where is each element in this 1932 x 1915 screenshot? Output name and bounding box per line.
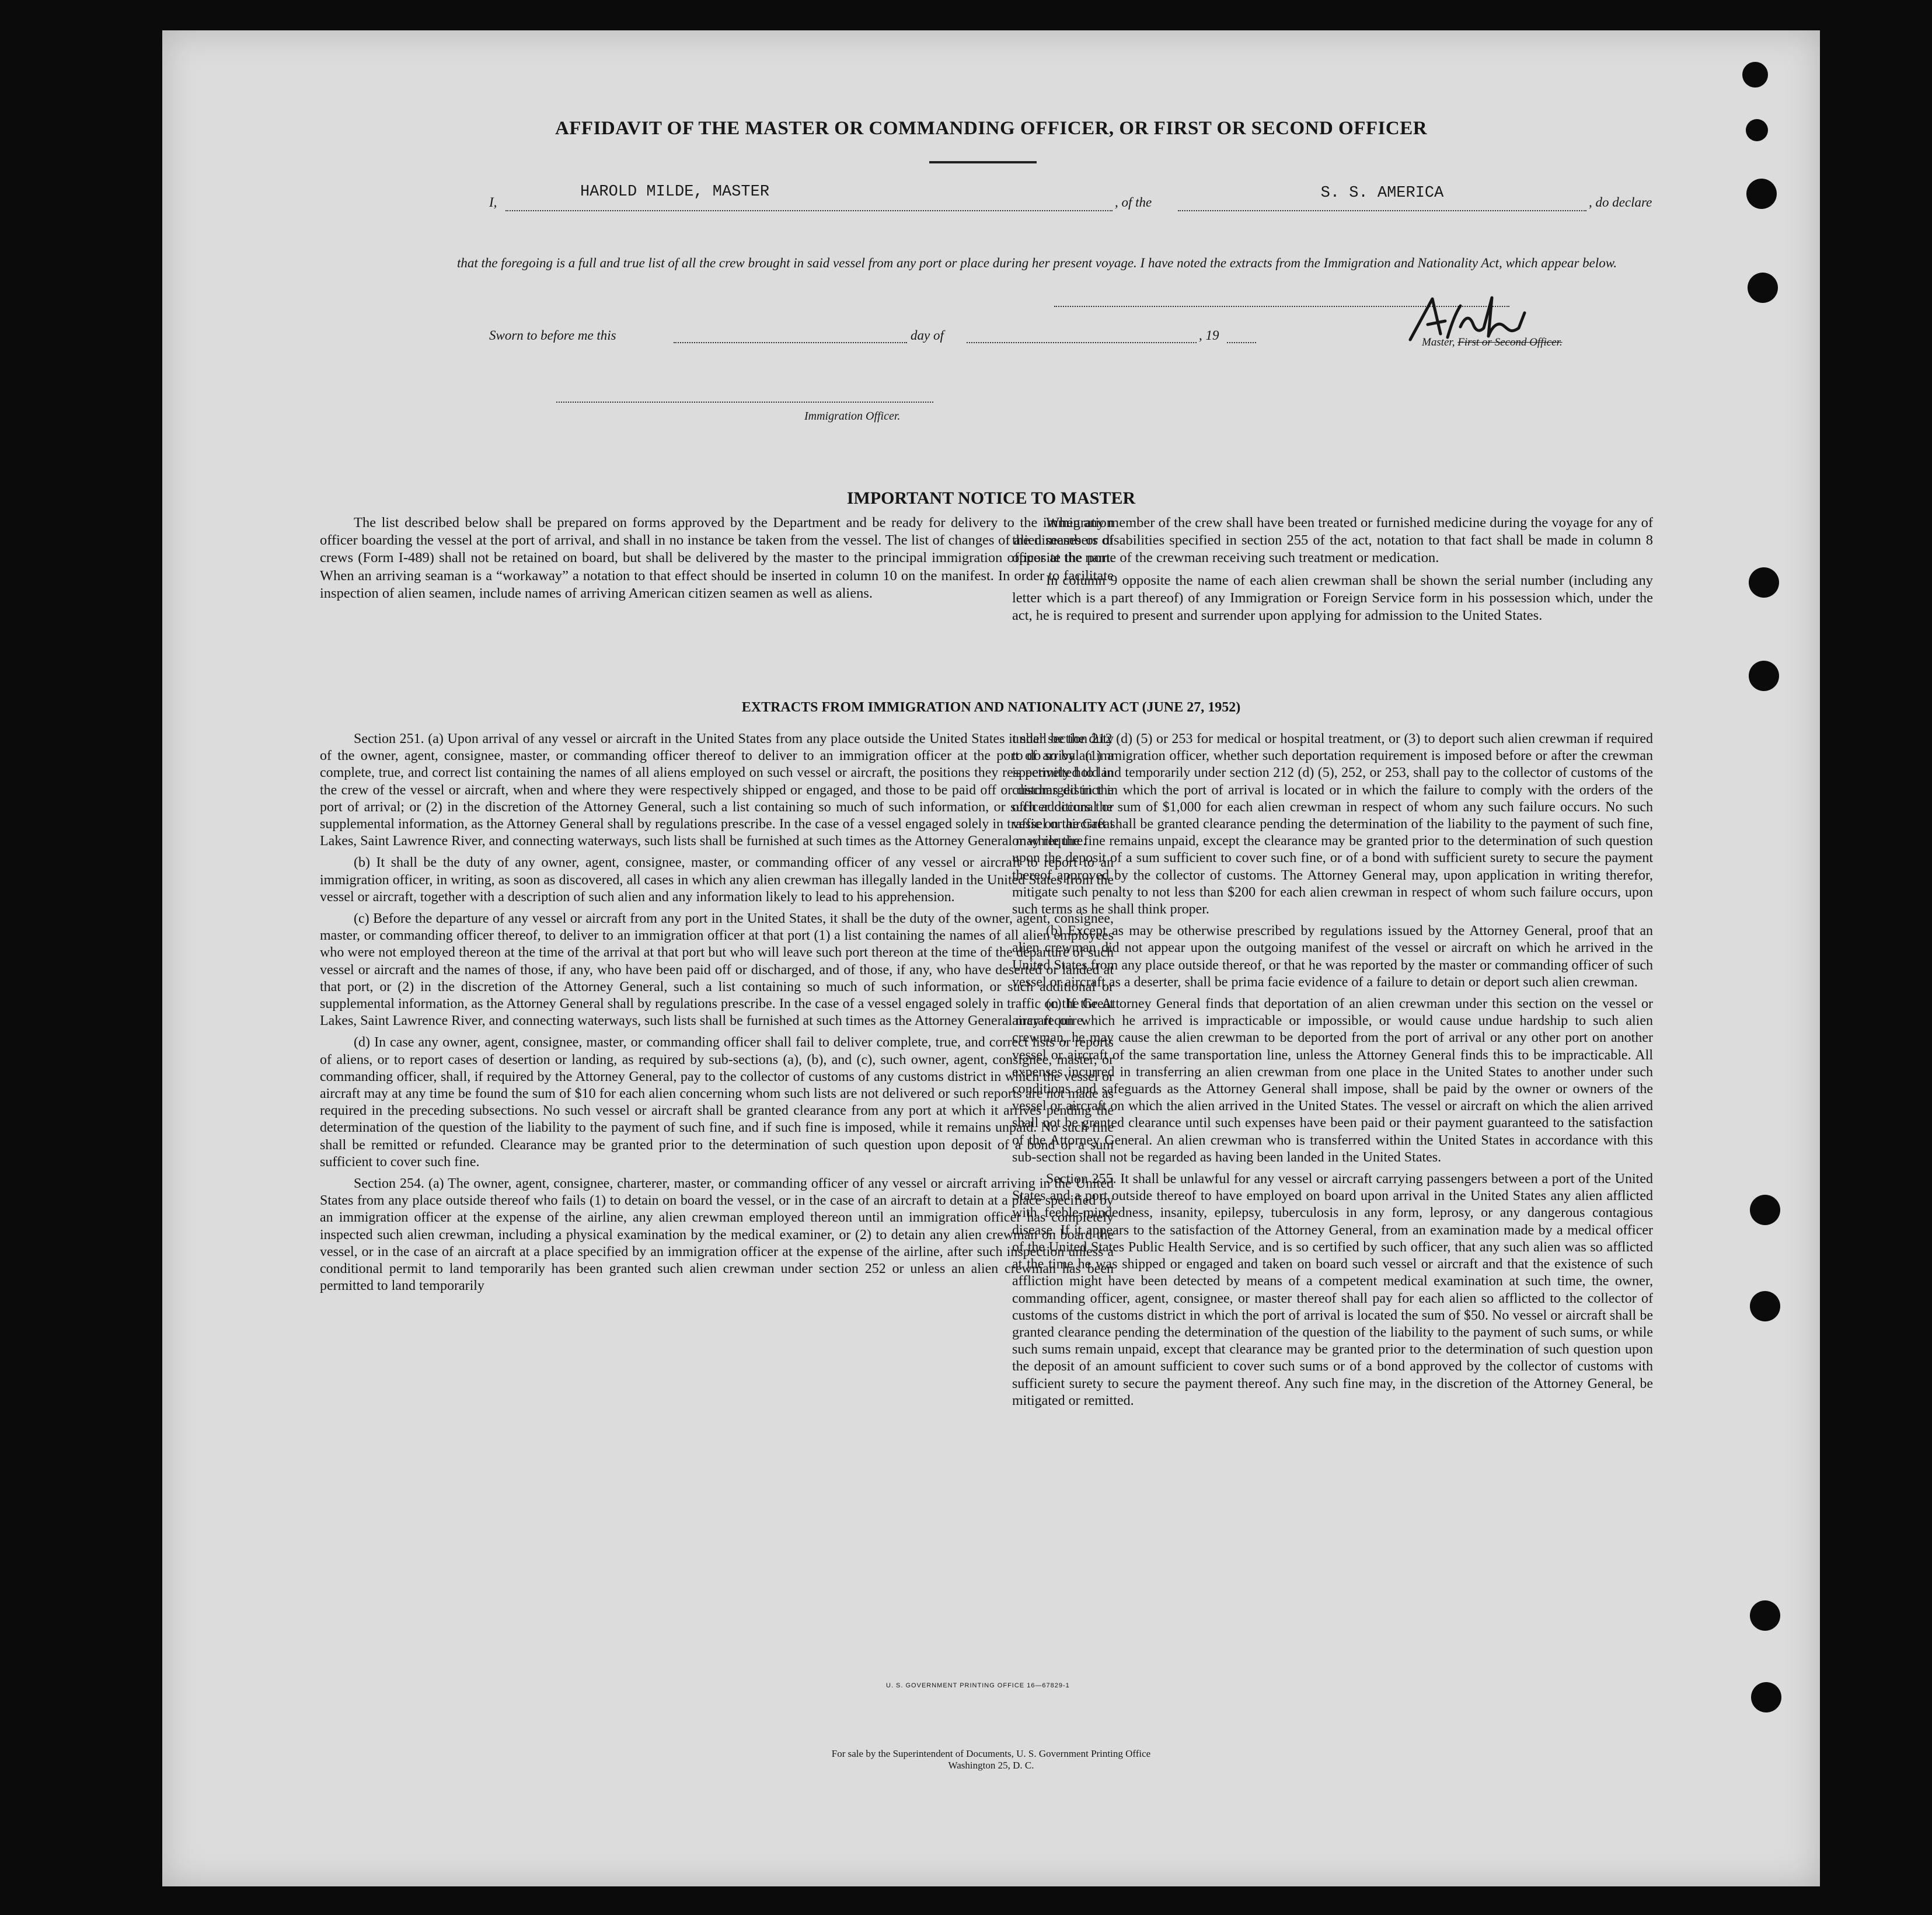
punch-hole [1749,661,1779,691]
notice-left-column [320,514,1114,602]
officer-name-field[interactable]: HAROLD MILDE, MASTER [580,183,770,201]
signature-role-struck: First or Second Officer. [1457,336,1563,348]
sworn-month-line[interactable] [967,342,1197,343]
immigration-officer-label: Immigration Officer. [804,410,901,423]
sworn-prefix: Sworn to before me this [489,328,616,343]
extracts-right-column [1012,731,1653,1410]
sworn-year-line[interactable] [1227,342,1256,343]
extracts-title: EXTRACTS FROM IMMIGRATION AND NATIONALITY ACT (JUNE 27, 1952) [741,700,1241,715]
signature-role-master: Master, [1422,336,1455,348]
punch-hole [1751,1682,1781,1712]
officer-name-line [505,210,1113,211]
notice-paragraph: In column 9 opposite the name of each alien crewman shall be shown the serial number (including any letter which is a part thereof) of any Immigration or Foreign Service form in his possession which, under the act, he is required to present and surrender upon applying for admission to the United States. [1012,572,1653,624]
extracts-left-column [320,731,1114,1295]
statute-paragraph: Section 254. (a) The owner, agent, consignee, charterer, master, or commanding officer of any vessel or aircraft arriving in the United States from any place outside thereof who fails (1) to detain on board the vessel, or in the case of an aircraft to detain at a place specified by an immigration officer at the expense of the airline, any alien crewman employed thereon until an immigration officer has completely inspected such alien crewman, including a physical examination by the medical examiner, or (2) to detain any alien crewman on board the vessel, or in the case of an aircraft at a place specified by an immigration officer at the expense of the airline, after such inspection unless a conditional permit to land temporarily has been granted such alien crewman under section 252 or unless an alien crewman has been permitted to land temporarily [320,1176,1114,1294]
title-rule [929,161,1037,163]
notice-paragraph: When any member of the crew shall have been treated or furnished medicine during the voyage for any of the diseases or disabilities specified in section 255 of the act, notation to that fact shall be made in column 8 opposite the name of the crewman receiving such treatment or medication. [1012,515,1653,566]
punch-hole [1748,273,1778,303]
sale-line-2: Washington 25, D. C. [948,1760,1034,1771]
punch-hole [1746,179,1777,209]
sale-notice [162,1748,1820,1771]
vessel-name-field[interactable]: S. S. AMERICA [1320,184,1444,202]
declaration-text: that the foregoing is a full and true list of all the crew brought in said vessel from any port or place during her present voyage. I have noted the extracts from the Immigration and Nationality Act, which appear below. [457,256,1617,270]
sworn-year: , 19 [1199,328,1219,343]
notice-paragraph: The list described below shall be prepared on forms approved by the Department and be ready for delivery to the immigration officer boarding the vessel at the port of arrival, and shall in no instance be taken from the vessel. The list of changes of alien members of crews (Form I-489) shall not be retained on board, but shall be delivered by the master to the principal immigration officer at the port. When an arriving seaman is a “workaway” a notation to that effect should be inserted in column 10 on the manifest. In order to facilitate inspection of alien seamen, include names of arriving American citizen seamen as well as aliens. [320,515,1114,601]
sale-line-1: For sale by the Superintendent of Documents, U. S. Government Printing Office [831,1748,1151,1759]
punch-hole [1750,1291,1780,1321]
statute-paragraph: (b) It shall be the duty of any owner, agent, consignee, master, or commanding officer of any vessel or aircraft to report to an immigration officer, in writing, as soon as discovered, all cases in which any alien crewman has illegally landed in the United States from the vessel or aircraft, together with a description of such alien and any information likely to lead to his apprehension. [320,855,1114,905]
vessel-name-line [1178,210,1586,211]
statute-paragraph: (c) Before the departure of any vessel or aircraft from any port in the United States, it shall be the duty of the owner, agent, consignee, master, or commanding officer thereof, to deliver to an immigration officer at that port (1) a list containing the names of all alien employees who were not employed thereon at the time of the arrival at that port but who will leave such port thereon at the time of the departure of such vessel or aircraft and the names of those, if any, who have been paid off or discharged, and of those, if any, who have deserted or landed at that port, or (2) in the discretion of the Attorney General, such a list containing so much of such information, or such additional or supplemental information, as the Attorney General shall by regulations prescribe. In the case of a vessel engaged solely in traffic on the Great Lakes, Saint Lawrence River, and connecting waterways, such lists shall be furnished at such times as the Attorney General may require. [320,911,1114,1029]
signature-role-label [1422,336,1563,349]
sworn-day-line[interactable] [674,342,907,343]
document-page [162,30,1820,1886]
punch-hole [1750,1600,1780,1631]
statute-paragraph: (d) In case any owner, agent, consignee, master, or commanding officer shall fail to deliver complete, true, and correct lists or reports of aliens, or to report cases of desertion or landing, as required by sub-sections (a), (b), and (c), such owner, agent, consignee, master, or commanding officer, shall, if required by the Attorney General, pay to the collector of customs of any customs district in which the vessel or aircraft may at any time be found the sum of $10 for each alien concerning whom such lists are not delivered or such reports are not made as required in the preceding subsections. No such vessel or aircraft shall be granted clearance from any port at which it arrives pending the determination of the question of the liability to the payment of such fine, and if such fine is imposed, while it remains unpaid. No such fine shall be remitted or refunded. Clearance may be granted prior to the determination of such question upon deposit of a bond or a sum sufficient to cover such fine. [320,1035,1114,1170]
declaration-of-the: , of the [1115,195,1152,210]
declaration-i: I, [489,195,497,210]
statute-paragraph: (b) Except as may be otherwise prescribed by regulations issued by the Attorney General, proof that an alien crewman did not appear upon the outgoing manifest of the vessel or aircraft on which he arrived in the United States from any place outside thereof, or that he was reported by the master or commanding officer of such vessel or aircraft as a deserter, shall be prima facie evidence of a failure to detain or deport such alien crewman. [1012,923,1653,990]
notice-title: IMPORTANT NOTICE TO MASTER [846,489,1136,508]
statute-paragraph: Section 251. (a) Upon arrival of any vessel or aircraft in the United States from any place outside the United States it shall be the duty of the owner, agent, consignee, master, or commanding officer thereof to deliver to an immigration officer at the port of arrival (1) a complete, true, and correct list containing the names of all aliens employed on such vessel or aircraft, the positions they respectively hold in the crew of the vessel or aircraft, when and where they were respectively shipped or engaged, and those to be paid off or discharged in the port of arrival; or (2) in the discretion of the Attorney General, such a list containing so much of such information, or such additional or supplemental information, as the Attorney General shall by regulations prescribe. In the case of a vessel engaged solely in traffic on the Great Lakes, Saint Lawrence River, and connecting waterways, such lists shall be furnished at such times as the Attorney General may require. [320,731,1114,849]
punch-hole [1749,567,1779,598]
statute-paragraph: (c) If the Attorney General finds that deportation of an alien crewman under this section on the vessel or aircraft on which he arrived is impracticable or impossible, or would cause undue hardship to such alien crewman, he may cause the alien crewman to be deported from the port of arrival or any other port on another vessel or aircraft of the same transportation line, unless the Attorney General finds this to be impracticable. All expenses incurred in transferring an alien crewman from one place in the United States to another under such conditions and safeguards as the Attorney General shall impose, shall be paid by the owner or owners of the vessel or aircraft on which the alien arrived in the United States. The vessel or aircraft on which the alien arrived shall not be granted clearance until such expenses have been paid or their payment guaranteed to the satisfaction of the Attorney General. An alien crewman who is transferred within the United States in accordance with this sub-section shall not be regarded as having been landed in the United States. [1012,996,1653,1165]
punch-hole [1750,1195,1780,1225]
gpo-code: U. S. GOVERNMENT PRINTING OFFICE 16—67829-1 [886,1682,1070,1689]
punch-hole [1742,62,1768,88]
statute-paragraph: Section 255. It shall be unlawful for any vessel or aircraft carrying passengers between a port of the United States and a port outside thereof to have employed on board upon arrival in the United States any alien afflicted with feeble-mindedness, insanity, epilepsy, tuberculosis in any form, leprosy, or any dangerous contagious disease. If it appears to the satisfaction of the Attorney General, from an examination made by a medical officer of the United States Public Health Service, and is so certified by such officer, that any such alien was so afflicted at the time he was shipped or engaged and taken on board such vessel or aircraft and that the existence of such affliction might have been detected by means of a competent medical examination at such time, the owner, commanding officer, agent, consignee, or master thereof shall pay for each alien so afflicted to the collector of customs of the customs district in which the port of arrival is located the sum of $50. No vessel or aircraft shall be granted clearance pending the determination of the question of the liability to the payment of such sums, or while such sums remain unpaid, except that clearance may be granted prior to the determination of such question upon the deposit of an amount sufficient to cover such sums or of a bond approved by the collector of customs with sufficient surety to secure the payment thereof. Any such fine may, in the discretion of the Attorney General, be mitigated or remitted. [1012,1171,1653,1408]
statute-paragraph: under section 212 (d) (5) or 253 for medical or hospital treatment, or (3) to deport such alien crewman if required to do so by an immigration officer, whether such deportation requirement is imposed before or after the crewman is permitted to land temporarily under section 212 (d) (5), 252, or 253, shall pay to the collector of customs of the customs district in which the port of arrival is located or in which the failure to comply with the orders of the officer occurs the sum of $1,000 for each alien crewman in respect of whom any such failure occurs. No such vessel or aircraft shall be granted clearance pending the determination of the liability to the payment of such fine, or while the fine remains unpaid, except the clearance may be granted prior to the determination of such question upon the deposit of a sum sufficient to cover such fine, or of a bond with sufficient surety to secure the payment thereof approved by the collector of customs. The Attorney General may, upon application in writing therefor, mitigate such penalty to not less than $200 for each alien crewman in respect of whom such failure occurs, upon such terms as he shall think proper. [1012,731,1653,918]
notice-right-column [1012,514,1653,625]
declaration-do-declare: , do declare [1589,195,1652,210]
affidavit-title: AFFIDAVIT OF THE MASTER OR COMMANDING OFFICER, OR FIRST OR SECOND OFFICER [555,118,1428,139]
sworn-day-of: day of [911,328,944,343]
immigration-officer-line[interactable] [556,402,933,403]
